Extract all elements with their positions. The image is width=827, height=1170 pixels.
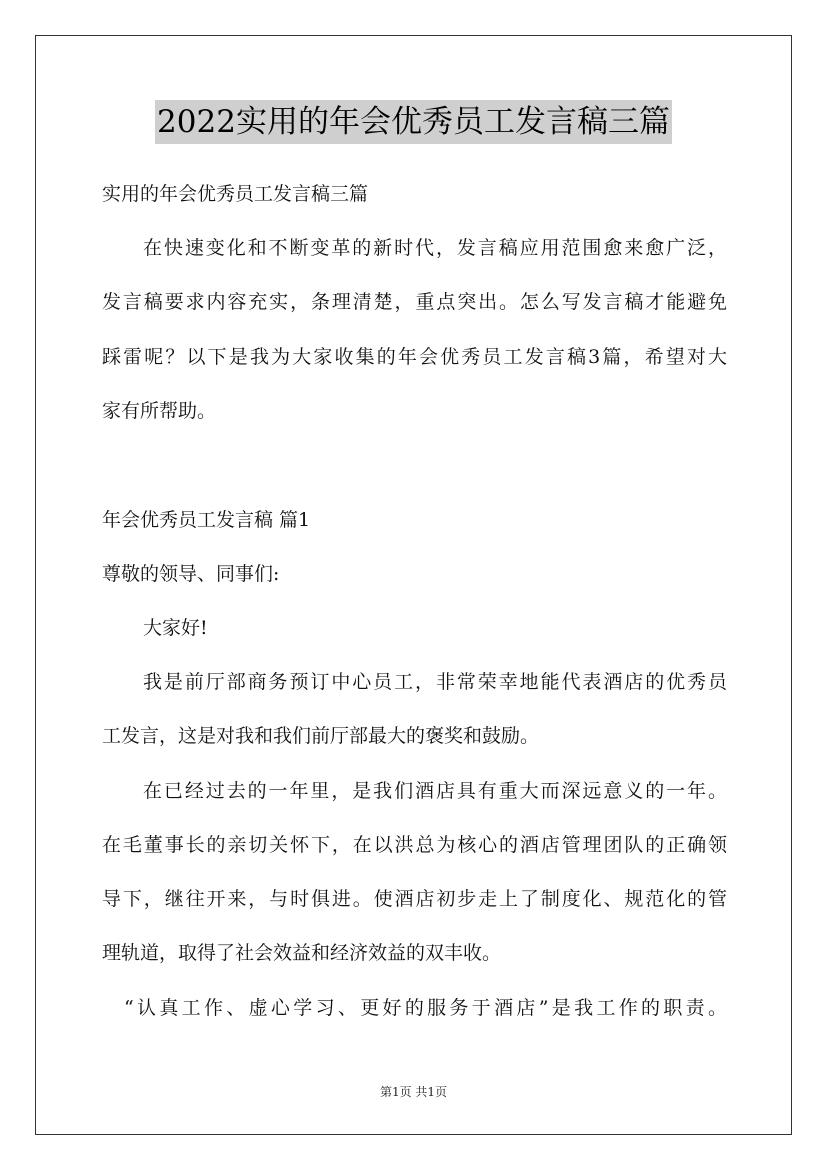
- section-heading: 年会优秀员工发言稿 篇1: [102, 509, 311, 531]
- paragraph-line: 导下，继往开来，与时俱进。使酒店初步走上了制度化、规范化的管: [102, 888, 727, 910]
- paragraph-line: “认真工作、虚心学习、更好的服务于酒店”是我工作的职责。: [124, 997, 727, 1019]
- document-subtitle: 实用的年会优秀员工发言稿三篇: [102, 183, 369, 205]
- page-footer: 第1页 共1页: [379, 1085, 448, 1099]
- greeting: 大家好!: [143, 617, 208, 639]
- document-title: 2022实用的年会优秀员工发言稿三篇: [155, 100, 672, 144]
- salutation: 尊敬的领导、同事们:: [102, 563, 280, 585]
- paragraph-line: 我是前厅部商务预订中心员工，非常荣幸地能代表酒店的优秀员: [143, 671, 727, 693]
- intro-line: 家有所帮助。: [102, 400, 217, 422]
- intro-line: 在快速变化和不断变革的新时代，发言稿应用范围愈来愈广泛，: [143, 237, 727, 259]
- paragraph-line: 在已经过去的一年里，是我们酒店具有重大而深远意义的一年。: [143, 780, 727, 802]
- paragraph-line: 在毛董事长的亲切关怀下，在以洪总为核心的酒店管理团队的正确领: [102, 834, 727, 856]
- intro-line: 发言稿要求内容充实，条理清楚，重点突出。怎么写发言稿才能避免: [102, 291, 727, 313]
- paragraph-line: 理轨道，取得了社会效益和经济效益的双丰收。: [102, 942, 502, 964]
- title-wrapper: [0, 100, 827, 144]
- intro-line: 踩雷呢？以下是我为大家收集的年会优秀员工发言稿3篇，希望对大: [102, 346, 727, 368]
- paragraph-line: 工发言，这是对我和我们前厅部最大的褒奖和鼓励。: [102, 725, 540, 747]
